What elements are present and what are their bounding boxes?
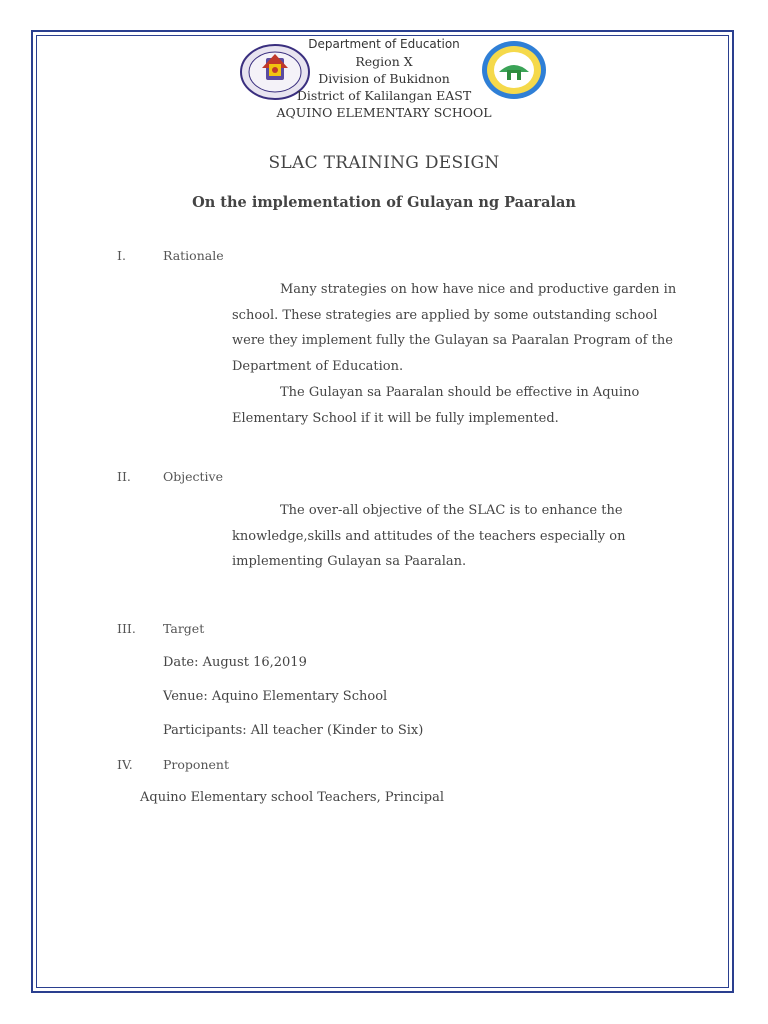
proponent-text: Aquino Elementary school Teachers, Principal	[140, 790, 445, 805]
section-number-objective: II.	[117, 469, 131, 484]
objective-paragraph: The over-all objective of the SLAC is to enhance the knowledge,skills and attitudes of the teachers especially on implementing Gulayan sa Paaralan.	[232, 503, 626, 570]
district-name: District of Kalilangan EAST	[296, 88, 472, 103]
target-venue: Venue: Aquino Elementary School	[163, 689, 388, 704]
region-name: Region X	[355, 54, 413, 69]
school-name: AQUINO ELEMENTARY SCHOOL	[276, 105, 492, 120]
rationale-body	[232, 277, 682, 431]
rationale-paragraph: Many strategies on how have nice and productive garden in school. These strategies are applied by some outstanding school were they implement fully the Gulayan sa Paaralan Program of the Department of Education.	[232, 282, 677, 375]
target-date: Date: August 16,2019	[163, 655, 307, 670]
department-name: Department of Education	[308, 37, 460, 51]
section-number-target: III.	[117, 621, 136, 636]
division-name: Division of Bukidnon	[318, 71, 450, 86]
section-number-rationale: I.	[117, 248, 126, 263]
section-heading-proponent: Proponent	[163, 757, 229, 772]
target-participants: Participants: All teacher (Kinder to Six)	[163, 723, 424, 738]
section-number-proponent: IV.	[117, 757, 133, 772]
section-heading-rationale: Rationale	[163, 248, 224, 263]
section-heading-target: Target	[163, 621, 205, 636]
document-title: SLAC TRAINING DESIGN	[268, 153, 500, 173]
section-heading-objective: Objective	[163, 469, 224, 484]
document-subtitle: On the implementation of Gulayan ng Paaralan	[192, 194, 576, 211]
objective-body	[232, 498, 682, 575]
rationale-paragraph: The Gulayan sa Paaralan should be effective in Aquino Elementary School if it will be fully implemented.	[232, 384, 640, 426]
